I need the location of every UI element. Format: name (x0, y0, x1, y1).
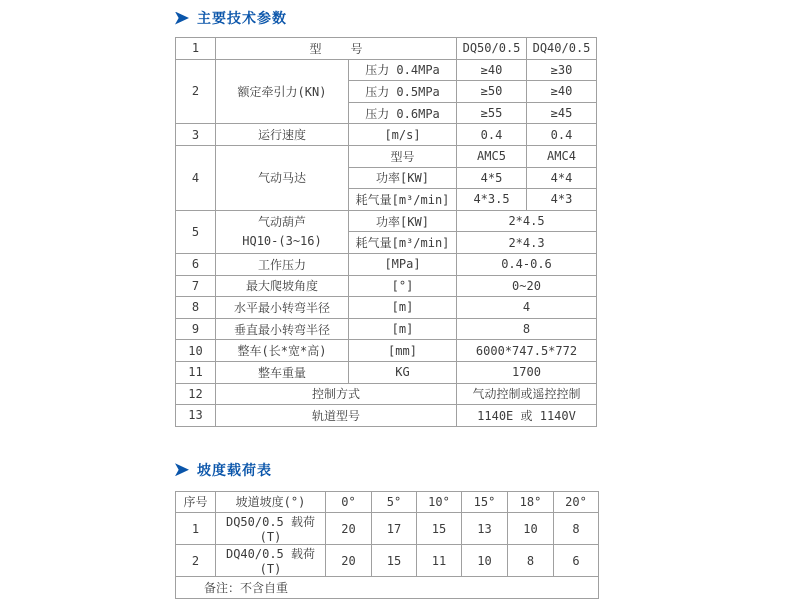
table-cell: 垂直最小转弯半径 (216, 318, 349, 340)
row-number-cell: 8 (176, 297, 216, 319)
table-cell: 10 (508, 513, 554, 545)
table-cell: ≥30 (527, 59, 597, 81)
table-row (176, 383, 597, 405)
table-cell: DQ50/0.5 载荷(T) (216, 513, 326, 545)
row-number-cell: 4 (176, 145, 216, 210)
col-header: 5° (372, 491, 417, 513)
table-cell: 4*3.5 (457, 189, 527, 211)
row-number-cell: 6 (176, 253, 216, 275)
table-cell: AMC5 (457, 145, 527, 167)
table-cell: ≥40 (457, 59, 527, 81)
table-cell: 水平最小转弯半径 (216, 297, 349, 319)
table-cell: KG (349, 361, 457, 383)
table-cell: [°] (349, 275, 457, 297)
table-cell: 最大爬坡角度 (216, 275, 349, 297)
row-number-cell: 2 (176, 545, 216, 577)
right-arrow-icon (175, 463, 189, 476)
table-cell: 11 (417, 545, 462, 577)
table-row (176, 318, 597, 340)
section-title-text: 坡度载荷表 (197, 461, 272, 478)
table-cell: 功率[KW] (349, 210, 457, 232)
table-cell: ≥40 (527, 81, 597, 103)
table-cell: 0.4-0.6 (457, 253, 597, 275)
table-row (176, 297, 597, 319)
table-cell: 运行速度 (216, 124, 349, 146)
table-cell: DQ50/0.5 (457, 38, 527, 60)
table-header-row (176, 491, 599, 513)
col-header: 18° (508, 491, 554, 513)
table-cell: AMC4 (527, 145, 597, 167)
table-cell: 15 (372, 545, 417, 577)
row-number-cell: 1 (176, 38, 216, 60)
table-cell: 轨道型号 (216, 405, 457, 427)
table-cell: 整车(长*宽*高) (216, 340, 349, 362)
table-cell: 整车重量 (216, 361, 349, 383)
table-cell: 气动控制或遥控控制 (457, 383, 597, 405)
table-cell: 耗气量[m³/min] (349, 232, 457, 254)
table-row (176, 124, 597, 146)
row-number-cell: 3 (176, 124, 216, 146)
table-cell: 型号 (349, 145, 457, 167)
table-cell: [mm] (349, 340, 457, 362)
table-row (176, 145, 597, 167)
slope-table (175, 491, 599, 599)
section-title-slope (175, 460, 605, 480)
table-row (176, 59, 597, 81)
table-cell: 4*4 (527, 167, 597, 189)
row-number-cell: 13 (176, 405, 216, 427)
col-header: 10° (417, 491, 462, 513)
table-cell: 8 (554, 513, 599, 545)
page-content (175, 8, 605, 599)
table-cell: 17 (372, 513, 417, 545)
table-cell-line1: 气动葫芦 (257, 215, 306, 230)
row-number-cell: 5 (176, 210, 216, 253)
table-cell: [m] (349, 297, 457, 319)
table-row (176, 545, 599, 577)
table-cell: 20 (326, 513, 372, 545)
table-cell: 压力 0.4MPa (349, 59, 457, 81)
col-header: 序号 (176, 491, 216, 513)
table-cell: 压力 0.5MPa (349, 81, 457, 103)
col-header: 15° (462, 491, 508, 513)
table-cell: 气动马达 (216, 145, 349, 210)
table-cell: DQ40/0.5 (527, 38, 597, 60)
table-cell: 0.4 (457, 124, 527, 146)
table-cell: 额定牵引力(KN) (216, 59, 349, 124)
row-number-cell: 9 (176, 318, 216, 340)
row-number-cell: 7 (176, 275, 216, 297)
table-row (176, 405, 597, 427)
table-cell: ≥55 (457, 102, 527, 124)
table-cell: 6 (554, 545, 599, 577)
note-cell: 备注：不含自重 (176, 577, 599, 599)
table-cell: ≥45 (527, 102, 597, 124)
table-cell: 2*4.3 (457, 232, 597, 254)
table-cell-line2: HQ10-(3~16) (242, 233, 322, 248)
table-cell: 1140E 或 1140V (457, 405, 597, 427)
row-number-cell: 11 (176, 361, 216, 383)
table-cell: [MPa] (349, 253, 457, 275)
table-cell: 耗气量[m³/min] (349, 189, 457, 211)
table-row (176, 210, 597, 232)
table-row (176, 275, 597, 297)
table-cell: 功率[KW] (349, 167, 457, 189)
table-row (176, 38, 597, 60)
table-cell: 20 (326, 545, 372, 577)
table-cell: 2*4.5 (457, 210, 597, 232)
row-number-cell: 10 (176, 340, 216, 362)
table-cell (216, 210, 349, 253)
table-cell: 4 (457, 297, 597, 319)
row-number-cell: 1 (176, 513, 216, 545)
row-number-cell: 12 (176, 383, 216, 405)
table-row (176, 253, 597, 275)
table-cell: 1700 (457, 361, 597, 383)
table-cell: 0.4 (527, 124, 597, 146)
table-cell: 8 (508, 545, 554, 577)
section-title-spec (175, 8, 605, 28)
row-number-cell: 2 (176, 59, 216, 124)
table-cell: 13 (462, 513, 508, 545)
table-row (176, 577, 599, 599)
table-cell: 0~20 (457, 275, 597, 297)
table-cell: 压力 0.6MPa (349, 102, 457, 124)
table-cell: ≥50 (457, 81, 527, 103)
col-header: 0° (326, 491, 372, 513)
right-arrow-icon (175, 12, 189, 25)
table-cell: 4*5 (457, 167, 527, 189)
table-cell: 15 (417, 513, 462, 545)
col-header: 坡道坡度(°) (216, 491, 326, 513)
table-row (176, 361, 597, 383)
table-cell: 6000*747.5*772 (457, 340, 597, 362)
table-cell: 4*3 (527, 189, 597, 211)
table-cell: DQ40/0.5 载荷(T) (216, 545, 326, 577)
table-row (176, 340, 597, 362)
section-title-text: 主要技术参数 (197, 10, 287, 26)
table-cell: [m/s] (349, 124, 457, 146)
table-cell: [m] (349, 318, 457, 340)
table-cell: 10 (462, 545, 508, 577)
table-cell: 控制方式 (216, 383, 457, 405)
col-header: 20° (554, 491, 599, 513)
table-cell: 8 (457, 318, 597, 340)
table-row (176, 513, 599, 545)
spec-table (175, 37, 597, 427)
table-cell: 工作压力 (216, 253, 349, 275)
table-cell: 型 号 (216, 38, 457, 60)
